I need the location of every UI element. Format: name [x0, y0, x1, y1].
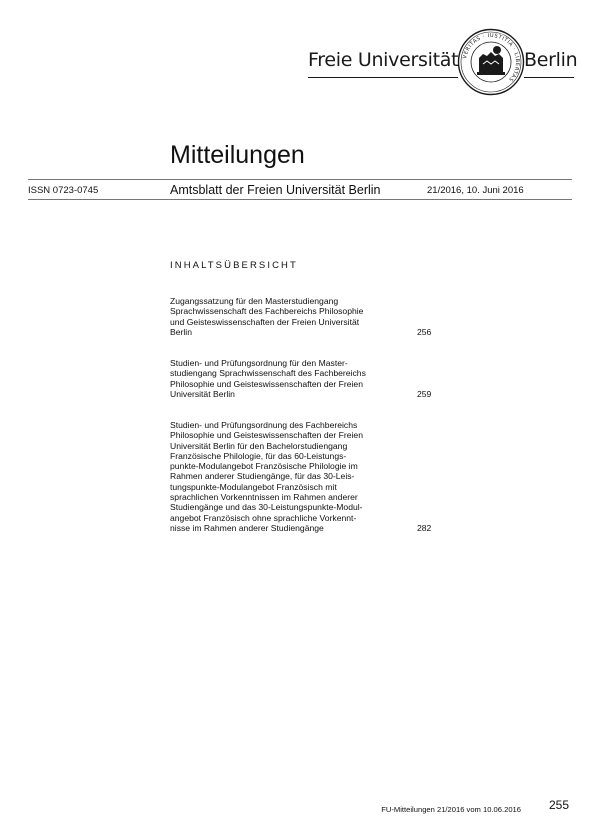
logo-wordmark-left: Freie Universität [308, 49, 459, 71]
page-number: 255 [549, 798, 570, 812]
masthead-divider-top [28, 179, 572, 180]
toc-entry [170, 358, 470, 399]
toc-entry [170, 420, 470, 533]
toc-entry [170, 296, 470, 337]
toc-entry-page: 282 [417, 522, 432, 533]
toc-entry-page: 256 [417, 326, 432, 337]
masthead-divider-bottom [28, 199, 572, 200]
logo-rule-right [524, 77, 574, 78]
page-title: Mitteilungen [170, 141, 305, 169]
logo-wordmark-right: Berlin [524, 49, 578, 71]
university-seal-icon [457, 28, 525, 96]
toc-entry-title: Zugangssatzung für den Masterstudiengang Sprachwissenschaft des Fachbereichs Philosophie und Geisteswissenschaften der Freien Universität Berlin [170, 296, 364, 337]
issue-date: 21/2016, 10. Juni 2016 [427, 185, 524, 196]
issn-number: ISSN 0723-0745 [28, 185, 99, 196]
university-logo [308, 28, 578, 100]
footer-reference: FU-Mitteilungen 21/2016 vom 10.06.2016 [381, 805, 521, 814]
toc-heading: INHALTSÜBERSICHT [170, 260, 298, 271]
logo-rule-left [308, 77, 458, 78]
toc-entry-page: 259 [417, 388, 432, 399]
bulletin-title: Amtsblatt der Freien Universität Berlin [170, 183, 381, 197]
toc-entry-title: Studien- und Prüfungsordnung für den Master- studiengang Sprachwissenschaft des Fachbereichs Philosophie und Geisteswissenschaften der Freien Universität Berlin [170, 358, 366, 399]
toc-entry-title: Studien- und Prüfungsordnung des Fachbereichs Philosophie und Geisteswissenschaften der Freien Universität Berlin für den Bachelorstudiengang Französische Philologie, für das 60-Leistungs- punkte-Modulangebot Französische Philologie im Rahmen anderer Studiengänge, für das 30-Leis- tungspunkte-Modulangebot Französisch mit sprachlichen Vorkenntnissen im Rahmen anderer Studiengänge und das 30-Leistungspunkte-Modul- angebot Französisch ohne sprachliche Vorkennt- nisse im Rahmen anderer Studiengänge [170, 420, 363, 533]
seal-motto: VERITAS · IUSTITIA · LIBERTAS [462, 32, 521, 83]
